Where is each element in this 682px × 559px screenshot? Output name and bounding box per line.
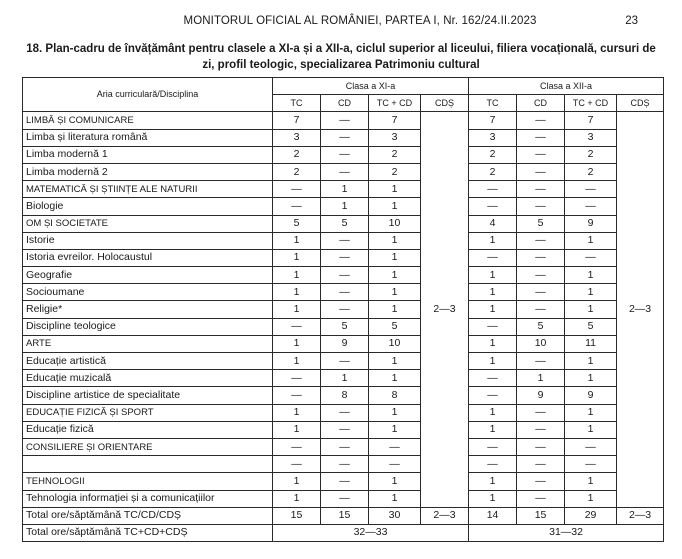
table-row bbox=[23, 318, 664, 335]
value-cell-xi-cd: — bbox=[321, 353, 369, 370]
value-cell-xii-cd: — bbox=[517, 163, 565, 180]
value-cell-xi-cd: — bbox=[321, 301, 369, 318]
value-cell-xii-tc: — bbox=[469, 198, 517, 215]
value-cell-xii-tc: — bbox=[469, 318, 517, 335]
value-cell-xi-tccd: 1 bbox=[369, 404, 421, 421]
total-xi-tc: 15 bbox=[273, 507, 321, 524]
value-cell-xi-tc: — bbox=[273, 438, 321, 455]
xi-tccd-header: TC + CD bbox=[369, 95, 421, 112]
table-row bbox=[23, 215, 664, 232]
value-cell-xi-tccd: — bbox=[369, 438, 421, 455]
value-cell-xi-tccd: 1 bbox=[369, 421, 421, 438]
value-cell-xii-cd: — bbox=[517, 490, 565, 507]
value-cell-xi-cd: — bbox=[321, 267, 369, 284]
value-cell-xii-cd: — bbox=[517, 112, 565, 129]
value-cell-xii-tc: — bbox=[469, 387, 517, 404]
subject-cell: Discipline teologice bbox=[23, 318, 273, 335]
value-cell-xi-tccd: 10 bbox=[369, 215, 421, 232]
value-cell-xi-cd: — bbox=[321, 490, 369, 507]
value-cell-xii-tc: — bbox=[469, 438, 517, 455]
xii-tccd-header: TC + CD bbox=[565, 95, 617, 112]
value-cell-xii-tccd: — bbox=[565, 249, 617, 266]
table-row bbox=[23, 232, 664, 249]
value-cell-xi-tccd: 8 bbox=[369, 387, 421, 404]
subject-cell: MATEMATICĂ ȘI ȘTIINȚE ALE NATURII bbox=[23, 181, 273, 198]
value-cell-xi-cd: — bbox=[321, 129, 369, 146]
value-cell-xi-tccd: 2 bbox=[369, 163, 421, 180]
cds-xi-cell: 2—3 bbox=[421, 112, 469, 507]
value-cell-xii-cd: — bbox=[517, 438, 565, 455]
subject-cell bbox=[23, 456, 273, 473]
value-cell-xi-tc: 1 bbox=[273, 490, 321, 507]
subject-cell: Tehnologia informației și a comunicațiilor bbox=[23, 490, 273, 507]
value-cell-xi-cd: — bbox=[321, 456, 369, 473]
value-cell-xi-cd: 5 bbox=[321, 215, 369, 232]
total-row bbox=[23, 507, 664, 524]
value-cell-xi-tccd: 1 bbox=[369, 181, 421, 198]
running-title: MONITORUL OFICIAL AL ROMÂNIEI, PARTEA I, Nr. 162/24.II.2023 bbox=[183, 15, 537, 27]
subject-cell: Discipline artistice de specialitate bbox=[23, 387, 273, 404]
total-xii-tc: 14 bbox=[469, 507, 517, 524]
value-cell-xi-tccd: 1 bbox=[369, 267, 421, 284]
table-row bbox=[23, 129, 664, 146]
value-cell-xi-cd: — bbox=[321, 232, 369, 249]
value-cell-xi-tccd: 3 bbox=[369, 129, 421, 146]
value-cell-xi-tc: 1 bbox=[273, 284, 321, 301]
value-cell-xi-tc: 1 bbox=[273, 232, 321, 249]
value-cell-xi-cd: — bbox=[321, 473, 369, 490]
total-xi-cd: 15 bbox=[321, 507, 369, 524]
table-row bbox=[23, 163, 664, 180]
value-cell-xii-tc: 1 bbox=[469, 421, 517, 438]
grand-total-row bbox=[23, 524, 664, 541]
table-row bbox=[23, 456, 664, 473]
value-cell-xii-tc: 4 bbox=[469, 215, 517, 232]
subject-cell: Religie* bbox=[23, 301, 273, 318]
value-cell-xii-cd: — bbox=[517, 473, 565, 490]
value-cell-xii-tccd: — bbox=[565, 198, 617, 215]
value-cell-xii-cd: — bbox=[517, 301, 565, 318]
table-row bbox=[23, 387, 664, 404]
subject-cell: Limba modernă 1 bbox=[23, 146, 273, 163]
subject-cell: OM ȘI SOCIETATE bbox=[23, 215, 273, 232]
value-cell-xii-tc: 1 bbox=[469, 267, 517, 284]
xii-cds-header: CDȘ bbox=[617, 95, 664, 112]
value-cell-xi-cd: 9 bbox=[321, 335, 369, 352]
grand-total-xii: 31—32 bbox=[469, 524, 664, 541]
value-cell-xii-tc: 2 bbox=[469, 163, 517, 180]
value-cell-xi-tccd: 1 bbox=[369, 473, 421, 490]
value-cell-xii-tc: 1 bbox=[469, 335, 517, 352]
value-cell-xii-tccd: 1 bbox=[565, 370, 617, 387]
value-cell-xi-cd: — bbox=[321, 112, 369, 129]
xii-tc-header: TC bbox=[469, 95, 517, 112]
value-cell-xii-cd: — bbox=[517, 421, 565, 438]
value-cell-xi-tccd: 1 bbox=[369, 301, 421, 318]
subject-cell: Biologie bbox=[23, 198, 273, 215]
table-row bbox=[23, 181, 664, 198]
subject-cell: EDUCAȚIE FIZICĂ ȘI SPORT bbox=[23, 404, 273, 421]
subject-cell: CONSILIERE ȘI ORIENTARE bbox=[23, 438, 273, 455]
value-cell-xi-tccd: — bbox=[369, 456, 421, 473]
table-row bbox=[23, 267, 664, 284]
table-row bbox=[23, 490, 664, 507]
value-cell-xii-cd: 10 bbox=[517, 335, 565, 352]
value-cell-xi-tccd: 7 bbox=[369, 112, 421, 129]
value-cell-xii-cd: — bbox=[517, 353, 565, 370]
value-cell-xi-tccd: 10 bbox=[369, 335, 421, 352]
value-cell-xi-tc: 1 bbox=[273, 301, 321, 318]
value-cell-xi-cd: 1 bbox=[321, 198, 369, 215]
table-row bbox=[23, 112, 664, 129]
value-cell-xii-tccd: 1 bbox=[565, 421, 617, 438]
value-cell-xi-tccd: 1 bbox=[369, 232, 421, 249]
table-header-row bbox=[23, 78, 664, 95]
value-cell-xii-tc: 1 bbox=[469, 353, 517, 370]
subject-column-header: Aria curriculară/Disciplina bbox=[23, 78, 273, 112]
table-row bbox=[23, 353, 664, 370]
value-cell-xii-cd: — bbox=[517, 232, 565, 249]
value-cell-xi-tc: 1 bbox=[273, 335, 321, 352]
value-cell-xii-tccd: 11 bbox=[565, 335, 617, 352]
total-xii-cds: 2—3 bbox=[617, 507, 664, 524]
table-row bbox=[23, 438, 664, 455]
value-cell-xii-tccd: 1 bbox=[565, 404, 617, 421]
table-row bbox=[23, 198, 664, 215]
value-cell-xii-tc: 3 bbox=[469, 129, 517, 146]
value-cell-xi-tccd: 1 bbox=[369, 353, 421, 370]
value-cell-xi-cd: — bbox=[321, 438, 369, 455]
subject-cell: Limba și literatura română bbox=[23, 129, 273, 146]
grand-total-label: Total ore/săptămână TC+CD+CDȘ bbox=[23, 524, 273, 541]
table-row bbox=[23, 249, 664, 266]
value-cell-xi-tc: 2 bbox=[273, 163, 321, 180]
value-cell-xii-tccd: 2 bbox=[565, 163, 617, 180]
cds-xii-cell: 2—3 bbox=[617, 112, 664, 507]
value-cell-xii-tc: — bbox=[469, 456, 517, 473]
value-cell-xi-tc: 1 bbox=[273, 353, 321, 370]
value-cell-xi-tc: — bbox=[273, 318, 321, 335]
value-cell-xii-tccd: 2 bbox=[565, 146, 617, 163]
value-cell-xi-tccd: 1 bbox=[369, 370, 421, 387]
value-cell-xii-tccd: 9 bbox=[565, 387, 617, 404]
value-cell-xii-tc: — bbox=[469, 181, 517, 198]
value-cell-xi-cd: — bbox=[321, 249, 369, 266]
value-cell-xi-tccd: 1 bbox=[369, 490, 421, 507]
value-cell-xi-tc: 1 bbox=[273, 421, 321, 438]
xii-cd-header: CD bbox=[517, 95, 565, 112]
subject-cell: Limba modernă 2 bbox=[23, 163, 273, 180]
value-cell-xi-tc: 1 bbox=[273, 249, 321, 266]
subject-cell: Istoria evreilor. Holocaustul bbox=[23, 249, 273, 266]
value-cell-xii-tccd: 1 bbox=[565, 473, 617, 490]
value-cell-xii-tccd: 1 bbox=[565, 490, 617, 507]
value-cell-xi-tc: 3 bbox=[273, 129, 321, 146]
value-cell-xii-cd: — bbox=[517, 284, 565, 301]
value-cell-xi-tc: 1 bbox=[273, 267, 321, 284]
value-cell-xii-cd: — bbox=[517, 404, 565, 421]
table-row bbox=[23, 370, 664, 387]
subject-cell: Geografie bbox=[23, 267, 273, 284]
class-xii-header: Clasa a XII-a bbox=[469, 78, 664, 95]
table-row bbox=[23, 301, 664, 318]
value-cell-xi-tc: — bbox=[273, 456, 321, 473]
table-row bbox=[23, 421, 664, 438]
value-cell-xii-tccd: — bbox=[565, 438, 617, 455]
value-cell-xii-tc: 1 bbox=[469, 284, 517, 301]
subject-cell: Educație fizică bbox=[23, 421, 273, 438]
value-cell-xii-tc: — bbox=[469, 370, 517, 387]
value-cell-xi-tc: — bbox=[273, 181, 321, 198]
value-cell-xii-tccd: 1 bbox=[565, 267, 617, 284]
grand-total-xi: 32—33 bbox=[273, 524, 469, 541]
value-cell-xii-tccd: 1 bbox=[565, 301, 617, 318]
value-cell-xii-cd: — bbox=[517, 267, 565, 284]
table-row bbox=[23, 473, 664, 490]
value-cell-xi-tccd: 1 bbox=[369, 198, 421, 215]
subject-cell: Istorie bbox=[23, 232, 273, 249]
value-cell-xi-cd: 5 bbox=[321, 318, 369, 335]
value-cell-xii-cd: — bbox=[517, 181, 565, 198]
value-cell-xi-tccd: 1 bbox=[369, 249, 421, 266]
value-cell-xi-tccd: 1 bbox=[369, 284, 421, 301]
value-cell-xii-tccd: 7 bbox=[565, 112, 617, 129]
value-cell-xi-tccd: 2 bbox=[369, 146, 421, 163]
total-xi-tccd: 30 bbox=[369, 507, 421, 524]
subject-cell: Educație artistică bbox=[23, 353, 273, 370]
value-cell-xii-tccd: 1 bbox=[565, 232, 617, 249]
value-cell-xi-tc: — bbox=[273, 387, 321, 404]
value-cell-xii-cd: — bbox=[517, 146, 565, 163]
total-xii-cd: 15 bbox=[517, 507, 565, 524]
subject-cell: Educație muzicală bbox=[23, 370, 273, 387]
value-cell-xi-tc: — bbox=[273, 198, 321, 215]
value-cell-xi-cd: — bbox=[321, 284, 369, 301]
value-cell-xii-tc: — bbox=[469, 249, 517, 266]
value-cell-xii-tc: 1 bbox=[469, 232, 517, 249]
total-xii-tccd: 29 bbox=[565, 507, 617, 524]
value-cell-xii-tccd: 3 bbox=[565, 129, 617, 146]
value-cell-xi-cd: 1 bbox=[321, 370, 369, 387]
value-cell-xii-cd: 5 bbox=[517, 318, 565, 335]
value-cell-xii-tccd: — bbox=[565, 181, 617, 198]
total-label: Total ore/săptămână TC/CD/CDȘ bbox=[23, 507, 273, 524]
curriculum-table bbox=[22, 77, 664, 542]
value-cell-xii-tccd: 1 bbox=[565, 284, 617, 301]
value-cell-xii-tc: 1 bbox=[469, 490, 517, 507]
value-cell-xii-tc: 1 bbox=[469, 404, 517, 421]
xi-tc-header: TC bbox=[273, 95, 321, 112]
value-cell-xii-tc: 1 bbox=[469, 301, 517, 318]
value-cell-xii-tccd: 9 bbox=[565, 215, 617, 232]
table-body bbox=[23, 112, 664, 542]
value-cell-xi-cd: — bbox=[321, 146, 369, 163]
class-xi-header: Clasa a XI-a bbox=[273, 78, 469, 95]
value-cell-xii-tccd: 5 bbox=[565, 318, 617, 335]
xi-cd-header: CD bbox=[321, 95, 369, 112]
subject-cell: Socioumane bbox=[23, 284, 273, 301]
value-cell-xi-cd: 1 bbox=[321, 181, 369, 198]
value-cell-xii-tc: 1 bbox=[469, 473, 517, 490]
value-cell-xii-cd: — bbox=[517, 198, 565, 215]
value-cell-xii-cd: 5 bbox=[517, 215, 565, 232]
page-number: 23 bbox=[625, 15, 638, 27]
value-cell-xi-tc: 2 bbox=[273, 146, 321, 163]
value-cell-xii-cd: — bbox=[517, 129, 565, 146]
subject-cell: TEHNOLOGII bbox=[23, 473, 273, 490]
running-header bbox=[0, 15, 682, 33]
value-cell-xi-cd: — bbox=[321, 404, 369, 421]
value-cell-xi-cd: — bbox=[321, 163, 369, 180]
value-cell-xi-tccd: 5 bbox=[369, 318, 421, 335]
value-cell-xi-tc: — bbox=[273, 370, 321, 387]
total-xi-cds: 2—3 bbox=[421, 507, 469, 524]
table-row bbox=[23, 146, 664, 163]
value-cell-xii-tc: 7 bbox=[469, 112, 517, 129]
value-cell-xii-tc: 2 bbox=[469, 146, 517, 163]
value-cell-xi-tc: 1 bbox=[273, 473, 321, 490]
section-title: 18. Plan-cadru de învățământ pentru clasele a XI-a și a XII-a, ciclul superior al liceului, filiera vocațională, cursuri de zi, profil teologic, specializarea Patrimoniu cultural bbox=[26, 43, 656, 71]
value-cell-xi-cd: — bbox=[321, 421, 369, 438]
table-row bbox=[23, 404, 664, 421]
value-cell-xii-cd: — bbox=[517, 456, 565, 473]
value-cell-xii-tccd: 1 bbox=[565, 353, 617, 370]
xi-cds-header: CDȘ bbox=[421, 95, 469, 112]
value-cell-xii-cd: 9 bbox=[517, 387, 565, 404]
table-row bbox=[23, 335, 664, 352]
subject-cell: LIMBĂ ȘI COMUNICARE bbox=[23, 112, 273, 129]
subject-cell: ARTE bbox=[23, 335, 273, 352]
value-cell-xii-cd: 1 bbox=[517, 370, 565, 387]
value-cell-xi-tc: 5 bbox=[273, 215, 321, 232]
value-cell-xii-tccd: — bbox=[565, 456, 617, 473]
value-cell-xii-cd: — bbox=[517, 249, 565, 266]
value-cell-xi-tc: 1 bbox=[273, 404, 321, 421]
value-cell-xi-tc: 7 bbox=[273, 112, 321, 129]
value-cell-xi-cd: 8 bbox=[321, 387, 369, 404]
table-row bbox=[23, 284, 664, 301]
